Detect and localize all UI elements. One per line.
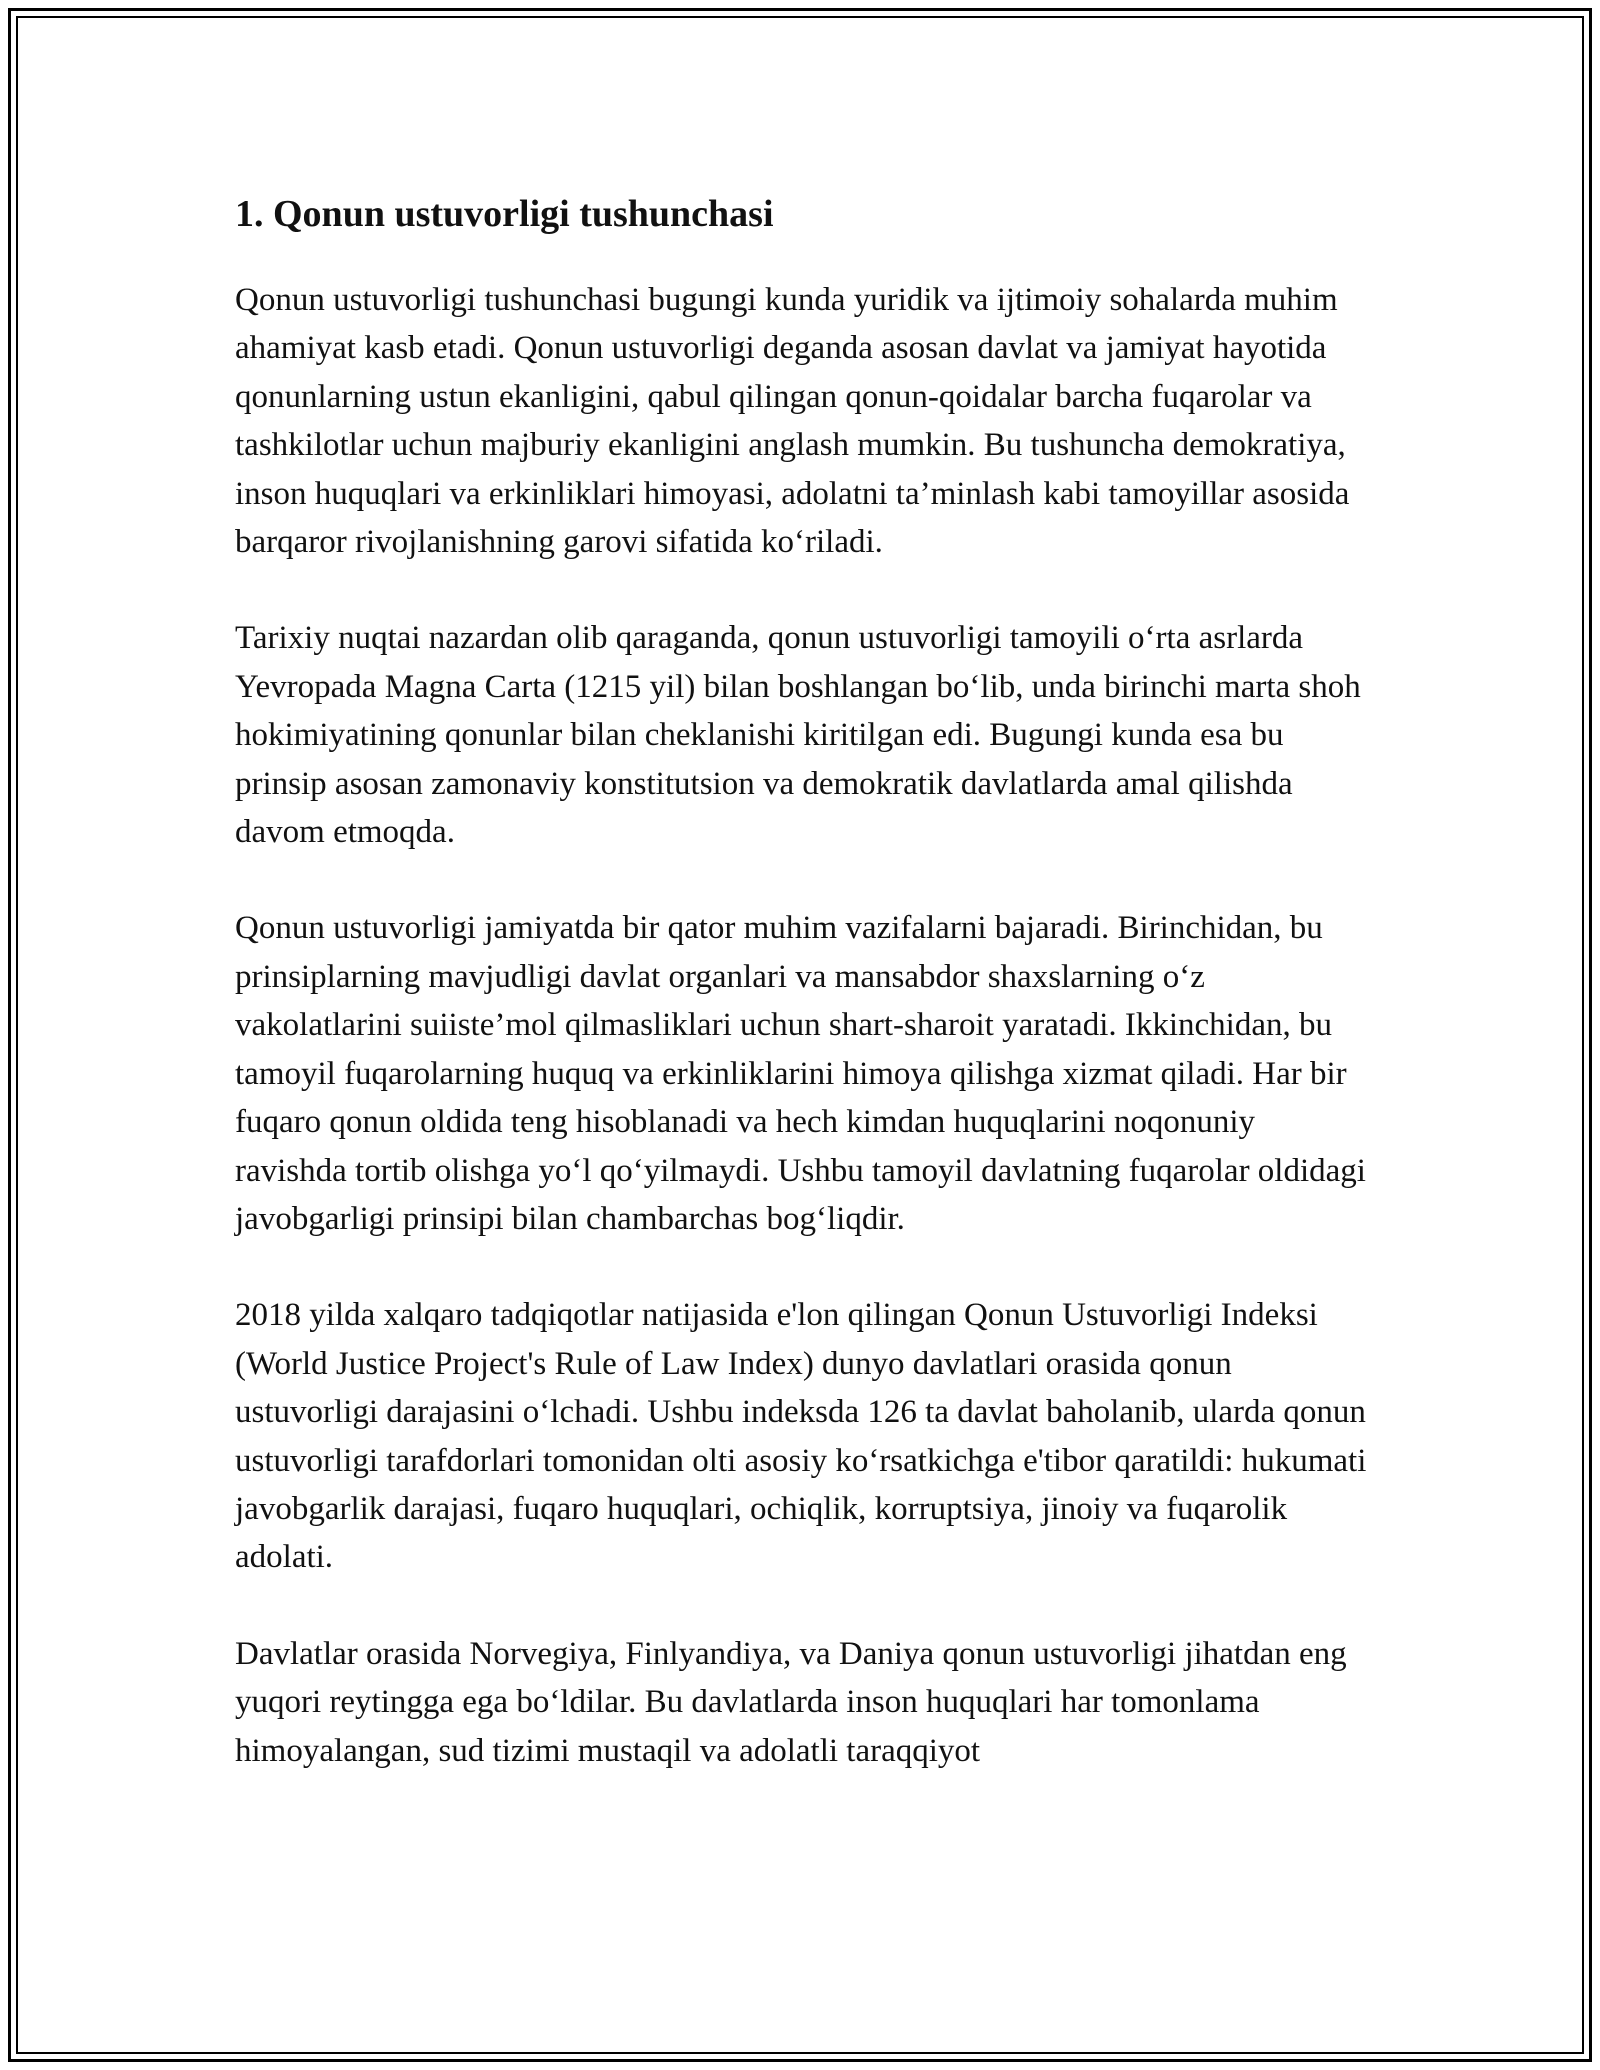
- paragraph-concept: Qonun ustuvorligi tushunchasi bugungi kunda yuridik va ijtimoiy sohalarda muhim ahamiyat kasb etadi. Qonun ustuvorligi deganda asosan davlat va jamiyat hayotida qonunlarning ustun ekanligini, qabul qilingan qonun-qoidalar barcha fuqarolar va tashkilotlar uchun majburiy ekanligini anglash mumkin. Bu tushuncha demokratiya, inson huquqlari va erkinliklari himoyasi, adolatni ta’minlash kabi tamoyillar asosida barqaror rivojlanishning garovi sifatida ko‘riladi.: [235, 282, 1350, 561]
- document-body: [235, 186, 1375, 1823]
- paragraph-rankings: Davlatlar orasida Norvegiya, Finlyandiya, va Daniya qonun ustuvorligi jihatdan eng yuqori reytingga ega bo‘ldilar. Bu davlatlarda inson huquqlari har tomonlama himoyalangan, sud tizimi mustaqil va adolatli taraqqiyot: [235, 1635, 1347, 1769]
- section-title: 1. Qonun ustuvorligi tushunchasi: [235, 193, 774, 235]
- paragraph-index: 2018 yilda xalqaro tadqiqotlar natijasida e'lon qilingan Qonun Ustuvorligi Indeksi (World Justice Project's Rule of Law Index) dunyo davlatlari orasida qonun ustuvorligi darajasini o‘lchadi. Ushbu indeksda 126 ta davlat baholanib, ularda qonun ustuvorligi tarafdorlari tomonidan olti asosiy ko‘rsatkichga e'tibor qaratildi: hukumati javobgarlik darajasi, fuqaro huquqlari, ochiqlik, korruptsiya, jinoiy va fuqarolik adolati.: [235, 1297, 1367, 1576]
- paragraph-functions: Qonun ustuvorligi jamiyatda bir qator muhim vazifalarni bajaradi. Birinchidan, bu prinsiplarning mavjudligi davlat organlari va mansabdor shaxslarning o‘z vakolatlarini suiiste’mol qilmasliklari uchun shart-sharoit yaratadi. Ikkinchidan, bu tamoyil fuqarolarning huquq va erkinliklarini himoya qilishga xizmat qiladi. Har bir fuqaro qonun oldida teng hisoblanadi va hech kimdan huquqlarini noqonuniy ravishda tortib olishga yo‘l qo‘yilmaydi. Ushbu tamoyil davlatning fuqarolar oldidagi javobgarligi prinsipi bilan chambarchas bog‘liqdir.: [235, 910, 1366, 1237]
- paragraph-history: Tarixiy nuqtai nazardan olib qaraganda, qonun ustuvorligi tamoyili o‘rta asrlarda Yevropada Magna Carta (1215 yil) bilan boshlangan bo‘lib, unda birinchi marta shoh hokimiyatining qonunlar bilan cheklanishi kiritilgan edi. Bugungi kunda esa bu prinsip asosan zamonaviy konstitutsion va demokratik davlatlarda amal qilishda davom etmoqda.: [235, 620, 1361, 851]
